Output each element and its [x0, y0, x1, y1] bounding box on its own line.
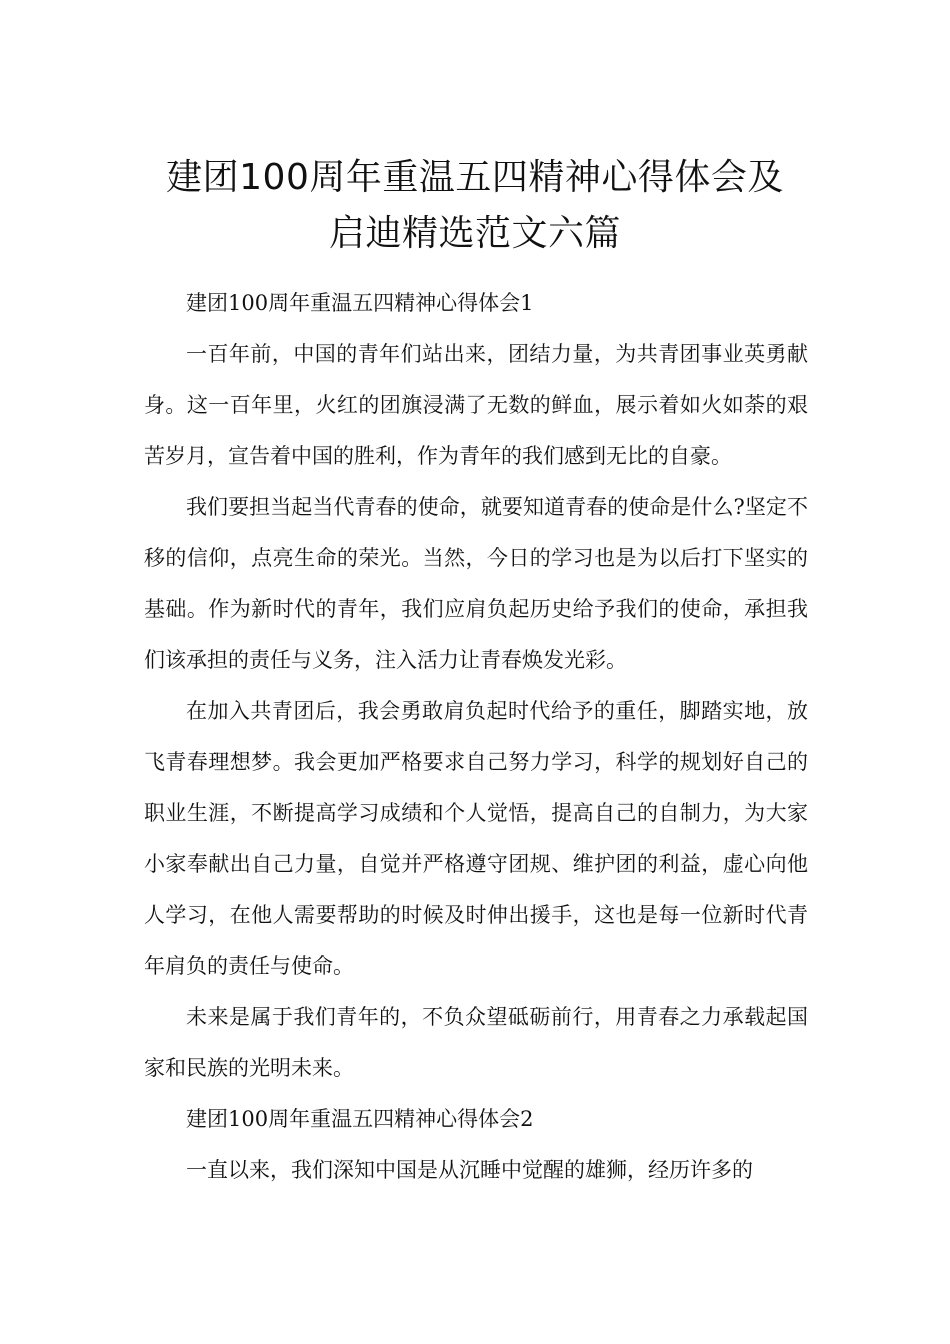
- section-heading: 建团100周年重温五四精神心得体会2: [186, 1107, 534, 1131]
- document-title: [0, 150, 950, 262]
- paragraph: 一直以来，我们深知中国是从沉睡中觉醒的雄狮，经历许多的: [186, 1158, 753, 1182]
- paragraph: 在加入共青团后，我会勇敢肩负起时代给予的重任，脚踏实地，放飞青春理想梦。我会更加严格要求自己努力学习，科学的规划好自己的职业生涯，不断提高学习成绩和个人觉悟，提高自己的自制力，为大家小家奉献出自己力量，自觉并严格遵守团规、维护团的利益，虚心向他人学习，在他人需要帮助的时候及时伸出援手，这也是每一位新时代青年肩负的责任与使命。: [144, 699, 808, 978]
- paragraph: 我们要担当起当代青春的使命，就要知道青春的使命是什么?坚定不移的信仰，点亮生命的荣光。当然，今日的学习也是为以后打下坚实的基础。作为新时代的青年，我们应肩负起历史给予我们的使命，承担我们该承担的责任与义务，注入活力让青春焕发光彩。: [144, 495, 808, 672]
- paragraph: 未来是属于我们青年的，不负众望砥砺前行，用青春之力承载起国家和民族的光明未来。: [144, 1005, 808, 1080]
- document-body: [144, 278, 808, 1196]
- title-line-1: 建团100周年重温五四精神心得体会及: [166, 157, 784, 199]
- paragraph: 一百年前，中国的青年们站出来，团结力量，为共青团事业英勇献身。这一百年里，火红的团旗浸满了无数的鲜血，展示着如火如荼的艰苦岁月，宣告着中国的胜利，作为青年的我们感到无比的自豪。: [144, 342, 808, 468]
- title-line-2: 启迪精选范文六篇: [328, 213, 621, 255]
- section-heading: 建团100周年重温五四精神心得体会1: [186, 291, 534, 315]
